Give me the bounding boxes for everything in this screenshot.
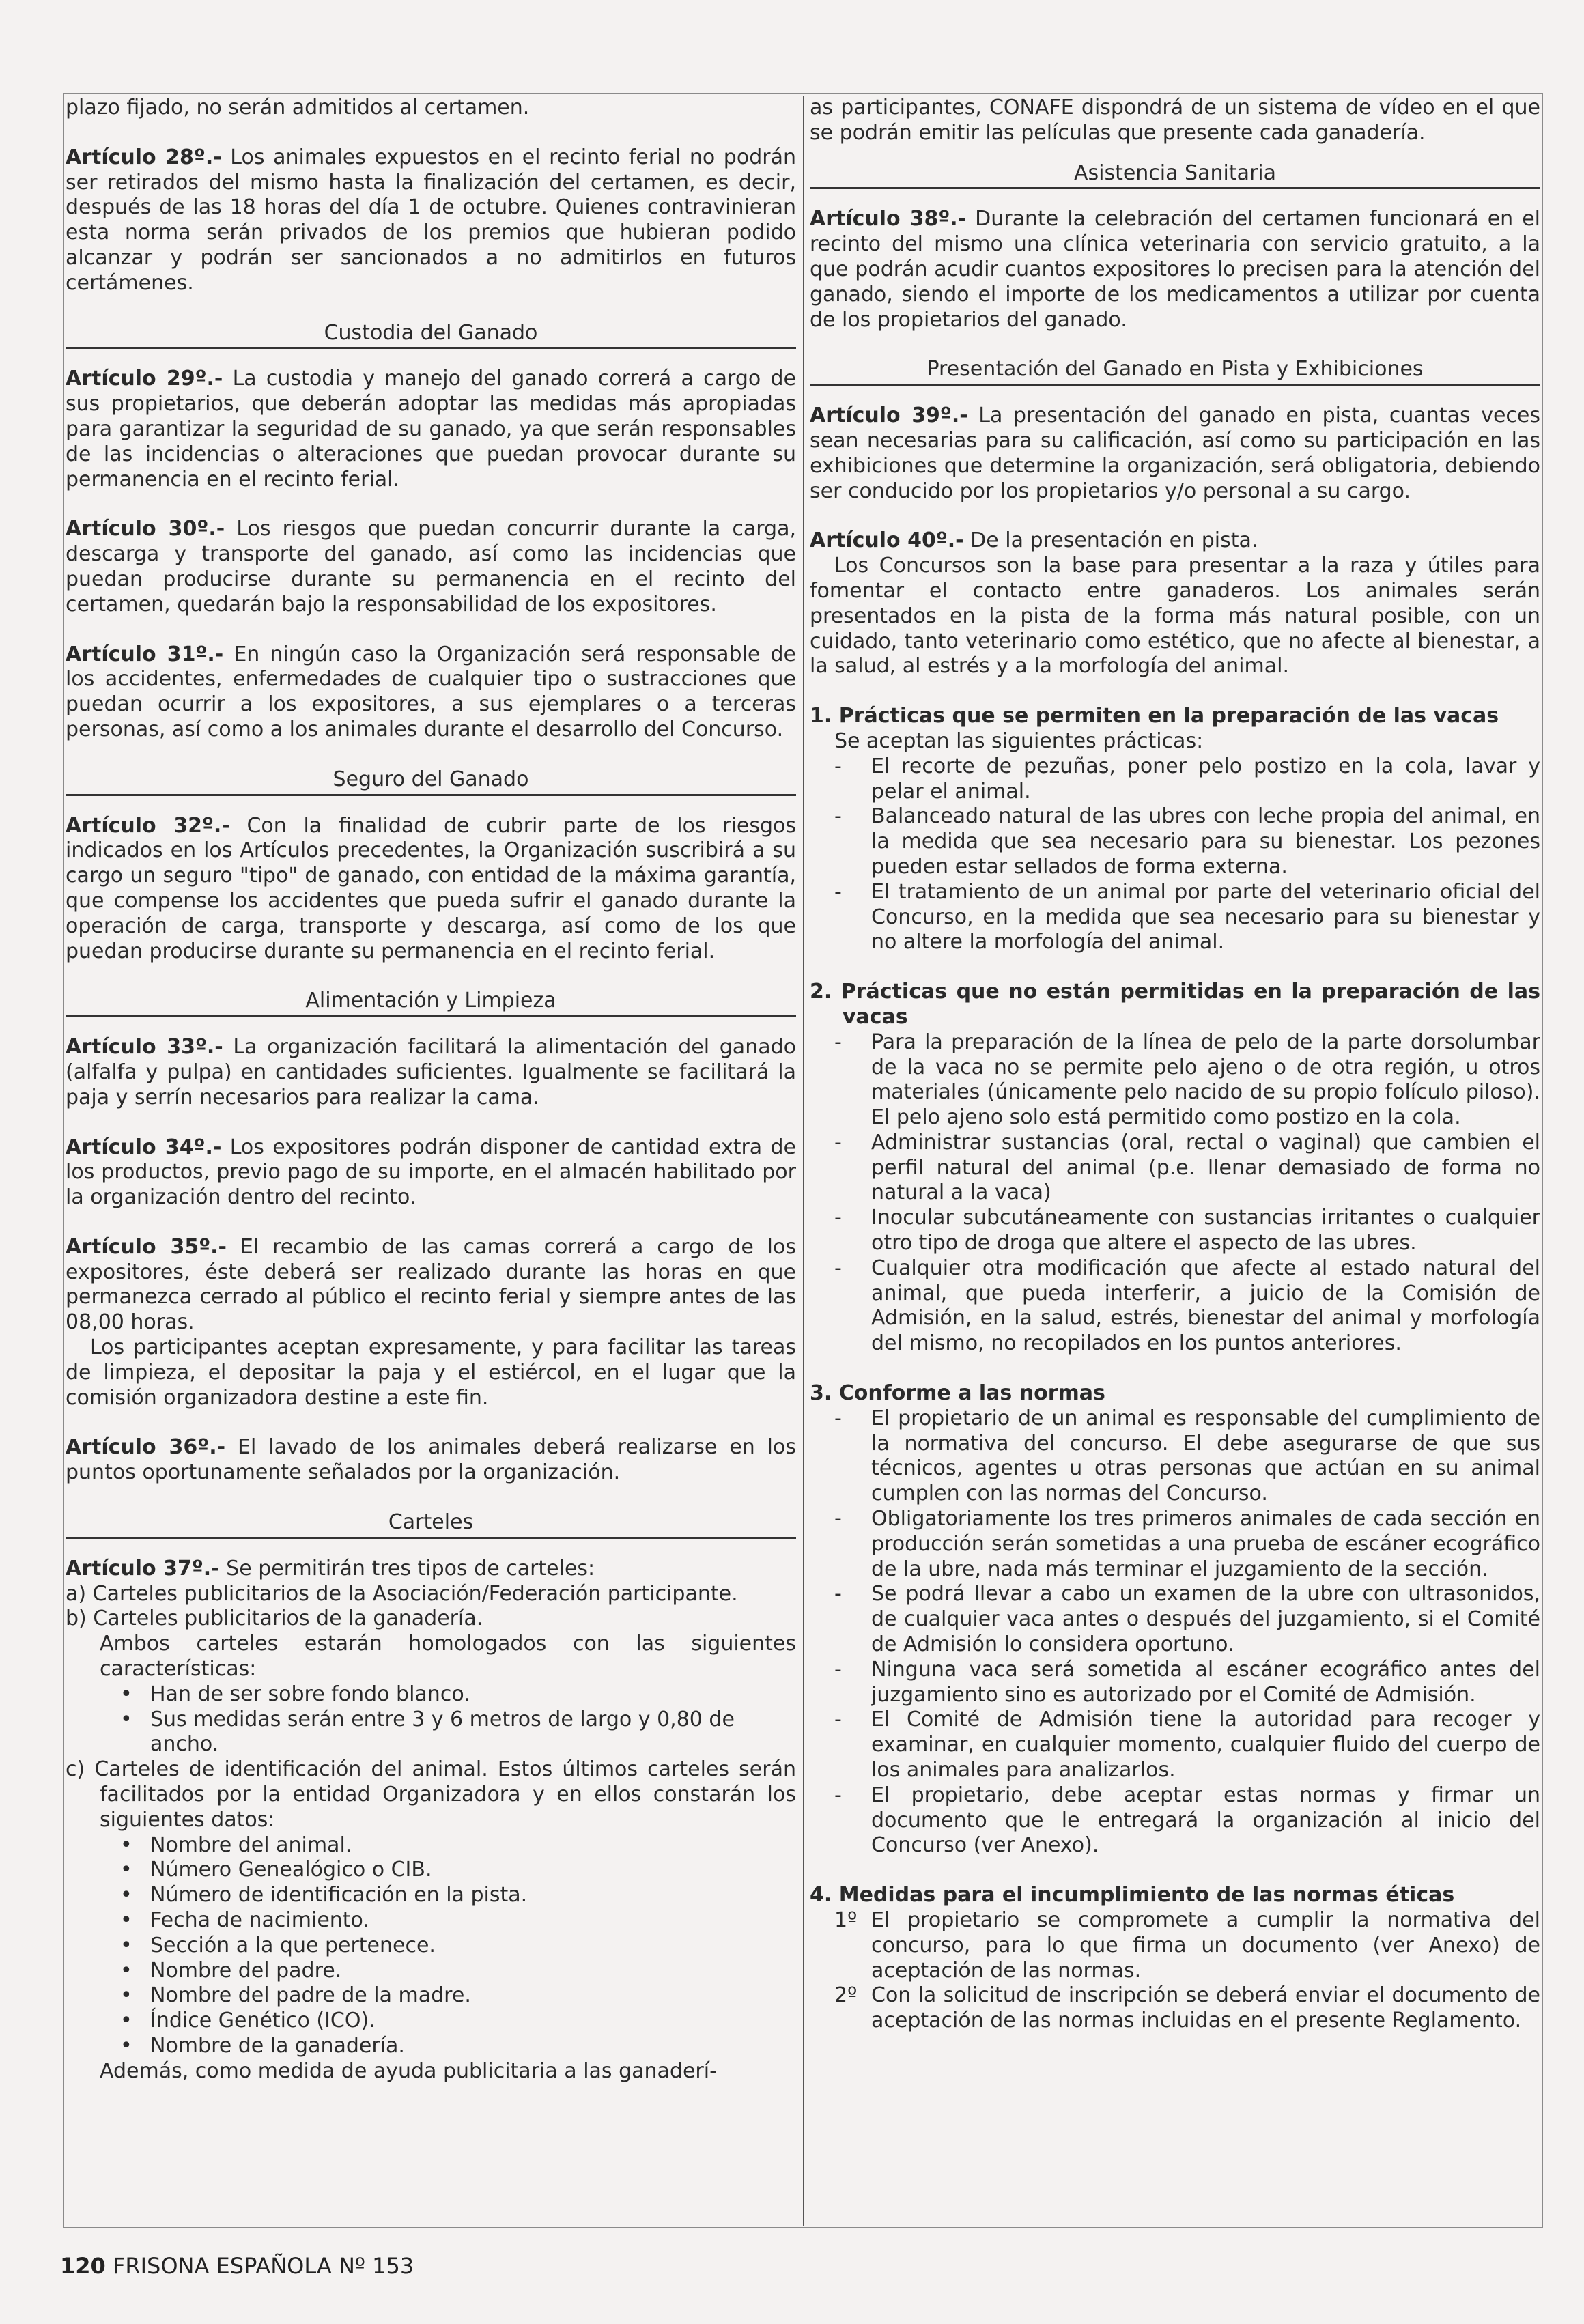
article-text: De la presentación en pista. (963, 528, 1258, 553)
article-40-paragraph-2: Los Concursos son la base para presentar a la raza y útiles para fomentar el contacto entre ganaderos. Los animales serán presentados en la pista de la forma más natural posible, con un cuidado, tanto veterinario como estético, que no afecte al bienestar, a la salud, al estrés y a la morfología del animal. (810, 554, 1540, 679)
item-text: Con la solicitud de inscripción se deberá enviar el documento de aceptación de las normas incluidas en el presente Reglamento. (871, 1983, 1540, 2033)
subsection-3-list (810, 1406, 1540, 1858)
article-label: Artículo 39º.- (810, 403, 968, 428)
article-text: Los expositores podrán disponer de cantidad extra de los productos, previo pago de su importe, en el almacén habilitado por la organización dentro del recinto. (66, 1135, 796, 1210)
paragraph-continued: Además, como medida de ayuda publicitaria a las ganaderí- (100, 2058, 717, 2083)
section-heading-asistencia: Asistencia Sanitaria (810, 161, 1540, 190)
article-text: La custodia y manejo del ganado correrá a cargo de sus propietarios, que deberán adoptar las medidas más apropiadas para garantizar la seguridad de su ganado, ya que serán responsables de las incidencias o alteraciones que puedan provocar durante su permanencia en el recinto ferial. (66, 367, 796, 492)
article-label: Artículo 34º.- (66, 1135, 222, 1159)
article-text: El lavado de los animales deberá realizarse en los puntos oportunamente señalados por la organización. (66, 1435, 796, 1485)
column-divider (803, 96, 804, 2226)
article-label: Artículo 35º.- (66, 1234, 227, 1259)
list-item: - El recorte de pezuñas, poner pelo postizo en la cola, lavar y pelar el animal. (834, 754, 1540, 805)
item-text: El propietario se compromete a cumplir la normativa del concurso, para lo que firma un documento (ver Anexo) de aceptación de las normas. (871, 1908, 1540, 1983)
list-item: • Sección a la que pertenece. (120, 1933, 796, 1959)
list-item: • Sus medidas serán entre 3 y 6 metros de largo y 0,80 de ancho. (120, 1707, 796, 1758)
list-item (834, 1983, 1540, 2034)
article-40 (810, 528, 1540, 554)
subsection-2-list (810, 1030, 1540, 1357)
article-37 (66, 1557, 796, 1582)
section-heading-seguro: Seguro del Ganado (66, 767, 796, 796)
list-item: - Cualquier otra modificación que afecte al estado natural del animal, que pueda interferir, a juicio de la Comisión de Admisión, en la salud, estrés, bienestar del animal y morfología del mismo, no recopilados en los puntos anteriores. (834, 1256, 1540, 1357)
article-label: Artículo 33º.- (66, 1035, 223, 1060)
article-label: Artículo 31º.- (66, 642, 224, 666)
article-text: Con la finalidad de cubrir parte de los riesgos indicados en los Artículos precedentes, la Organización suscribirá a su cargo un seguro "tipo" de ganado, con entidad de la máxima garantía, que compense los accidentes que pueda sufrir el ganado durante la operación de carga, transporte y descarga, así como de los que puedan producirse durante su permanencia en el recinto ferial. (66, 813, 796, 963)
article-31 (66, 642, 796, 743)
item-ordinal: 1º (834, 1908, 858, 1932)
article-30 (66, 517, 796, 617)
list-item: - Ninguna vaca será sometida al escáner ecográfico antes del juzgamiento sino es autorizado por el Comité de Admisión. (834, 1658, 1540, 1708)
list-item: - El propietario de un animal es responsable del cumplimiento de la normativa del concurso. El debe asegurarse de que sus técnicos, agentes u otras personas que actúan en su animal cumplen con las normas del Concurso. (834, 1406, 1540, 1507)
article-label: Artículo 36º.- (66, 1435, 226, 1460)
section-heading-alimentacion: Alimentación y Limpieza (66, 989, 796, 1017)
article-label: Artículo 38º.- (810, 207, 967, 231)
paragraph: as participantes, CONAFE dispondrá de un sistema de vídeo en el que se podrán emitir las películas que presente cada ganadería. (810, 96, 1540, 145)
article-label: Artículo 32º.- (66, 813, 230, 838)
article-label: Artículo 30º.- (66, 517, 225, 541)
list-item (834, 1908, 1540, 1983)
article-text: Se permitirán tres tipos de carteles: (219, 1556, 595, 1581)
article-37-item-a: a) Carteles publicitarios de la Asociación/Federación participante. (66, 1581, 738, 1606)
page-footer (60, 2253, 414, 2279)
paragraph: plazo fijado, no serán admitidos al certamen. (66, 96, 530, 119)
list-item: • Han de ser sobre fondo blanco. (120, 1682, 796, 1707)
list-item: - Para la preparación de la línea de pelo de la parte dorsolumbar de la vaca no se permite pelo ajeno o de otra región, u otros materiales (únicamente pelo nacido de su propio folículo piloso). El pelo ajeno solo está permitido como postizo en la cola. (834, 1030, 1540, 1131)
subsection-1-list (810, 754, 1540, 955)
subsection-2-title: 2. Prácticas que no están permitidas en la preparación de las vacas (810, 980, 1540, 1029)
section-heading-carteles: Carteles (66, 1510, 796, 1539)
subsection-1-title: 1. Prácticas que se permiten en la preparación de las vacas (810, 704, 1499, 728)
list-item: - Administrar sustancias (oral, rectal o vaginal) que cambien el perfil natural del animal (p.e. llenar demasiado de forma no natural a la vaca) (834, 1131, 1540, 1206)
article-label: Artículo 29º.- (66, 367, 223, 391)
list-item: • Número de identificación en la pista. (120, 1883, 796, 1908)
list-item: • Índice Genético (ICO). (120, 2009, 796, 2034)
list-item: - Obligatoriamente los tres primeros animales de cada sección en producción serán sometidas a una prueba de escáner ecográfico de la ubre, nada más terminar el juzgamiento de la sección. (834, 1507, 1540, 1582)
list-item: • Fecha de nacimiento. (120, 1908, 796, 1933)
page-number: 120 (60, 2253, 106, 2279)
section-heading-presentacion: Presentación del Ganado en Pista y Exhibiciones (810, 357, 1540, 386)
publication-name: FRISONA ESPAÑOLA Nº 153 (112, 2253, 414, 2279)
list-item: - Inocular subcutáneamente con sustancias irritantes o cualquier otro tipo de droga que altere el aspecto de las ubres. (834, 1206, 1540, 1256)
article-text: Los animales expuestos en el recinto ferial no podrán ser retirados del mismo hasta la finalización del certamen, es decir, después de las 18 horas del día 1 de octubre. Quienes contravinieran esta norma serán privados de los premios que hubieran podido alcanzar y podrán ser sancionados a no admitirlos en futuros certámenes. (66, 145, 796, 295)
list-item: • Número Genealógico o CIB. (120, 1858, 796, 1883)
article-36 (66, 1435, 796, 1486)
section-heading-custodia: Custodia del Ganado (66, 321, 796, 350)
article-label: Artículo 28º.- (66, 145, 222, 169)
list-item: • Nombre de la ganadería. (120, 2034, 796, 2059)
list-item: • Nombre del padre de la madre. (120, 1983, 796, 2009)
list-item: - El propietario, debe aceptar estas normas y firmar un documento que le entregará la organización al inicio del Concurso (ver Anexo). (834, 1783, 1540, 1858)
article-28 (66, 145, 796, 296)
article-37-item-b-subtext: Ambos carteles estarán homologados con las siguientes características: (100, 1632, 796, 1682)
article-35 (66, 1235, 796, 1335)
article-32 (66, 814, 796, 965)
subsection-4-list (810, 1908, 1540, 2034)
article-text: Los riesgos que puedan concurrir durante la carga, descarga y transporte del ganado, así como las incidencias que puedan producirse durante su permanencia en el recinto del certamen, quedarán bajo la responsabilidad de los expositores. (66, 517, 796, 617)
article-text: El recambio de las camas correrá a cargo de los expositores, éste deberá ser realizado durante las horas en que permanezca cerrado al público el recinto ferial y siempre antes de las 08,00 horas. (66, 1234, 796, 1335)
article-29 (66, 367, 796, 492)
right-column (810, 96, 1540, 2226)
list-item: • Nombre del animal. (120, 1833, 796, 1858)
list-item: - El tratamiento de un animal por parte del veterinario oficial del Concurso, en la medida que sea necesario para su bienestar y no altere la morfología del animal. (834, 880, 1540, 955)
article-39 (810, 403, 1540, 504)
article-37-item-c-list (66, 1833, 796, 2059)
item-ordinal: 2º (834, 1983, 858, 2008)
article-label: Artículo 37º.- (66, 1556, 220, 1581)
left-column (66, 96, 796, 2226)
article-33 (66, 1035, 796, 1110)
article-text: En ningún caso la Organización será responsable de los accidentes, enfermedades de cualquier tipo o sustracciones que puedan ocurrir a los expositores, a sus ejemplares o a terceras personas, así como a los animales durante el desarrollo del Concurso. (66, 642, 796, 741)
article-34 (66, 1135, 796, 1210)
list-item: • Nombre del padre. (120, 1959, 796, 1984)
article-37-item-b-list (66, 1682, 796, 1757)
article-text: Durante la celebración del certamen funcionará en el recinto del mismo una clínica veterinaria con servicio gratuito, a la que podrán acudir cuantos expositores lo precisen para la atención del ganado, siendo el importe de los medicamentos a utilizar por cuenta de los propietarios del ganado. (810, 207, 1540, 332)
article-37-item-b: b) Carteles publicitarios de la ganadería. (66, 1606, 483, 1631)
list-item: - Balanceado natural de las ubres con leche propia del animal, en la medida que sea necesario para su bienestar. Los pezones pueden estar sellados de forma externa. (834, 804, 1540, 879)
list-item: - Se podrá llevar a cabo un examen de la ubre con ultrasonidos, de cualquier vaca antes o después del juzgamiento, si el Comité de Admisión lo considera oportuno. (834, 1582, 1540, 1657)
subsection-3-title: 3. Conforme a las normas (810, 1381, 1105, 1406)
article-37-item-c: c) Carteles de identificación del animal. Estos últimos carteles serán facilitados por la entidad Organizadora y en ellos constarán los siguientes datos: (66, 1757, 796, 1832)
article-38 (810, 207, 1540, 332)
subsection-1-subtext: Se aceptan las siguientes prácticas: (834, 728, 1204, 753)
article-text: La presentación del ganado en pista, cuantas veces sean necesarias para su calificación, así como su participación en las exhibiciones que determine la organización, será obligatoria, debiendo ser conducido por los propietarios y/o personal a su cargo. (810, 403, 1540, 503)
list-item: - El Comité de Admisión tiene la autoridad para recoger y examinar, en cualquier momento, cualquier fluido del cuerpo de los animales para analizarlos. (834, 1707, 1540, 1783)
article-35-paragraph-2: Los participantes aceptan expresamente, y para facilitar las tareas de limpieza, el depositar la paja y el estiércol, en el lugar que la comisión organizadora destine a este fin. (66, 1335, 796, 1410)
article-text: La organización facilitará la alimentación del ganado (alfalfa y pulpa) en cantidades suficientes. Igualmente se facilitará la paja y serrín necesarios para realizar la cama. (66, 1035, 796, 1109)
page (66, 96, 1540, 2226)
article-label: Artículo 40º.- (810, 528, 964, 553)
subsection-4-title: 4. Medidas para el incumplimiento de las normas éticas (810, 1883, 1455, 1908)
